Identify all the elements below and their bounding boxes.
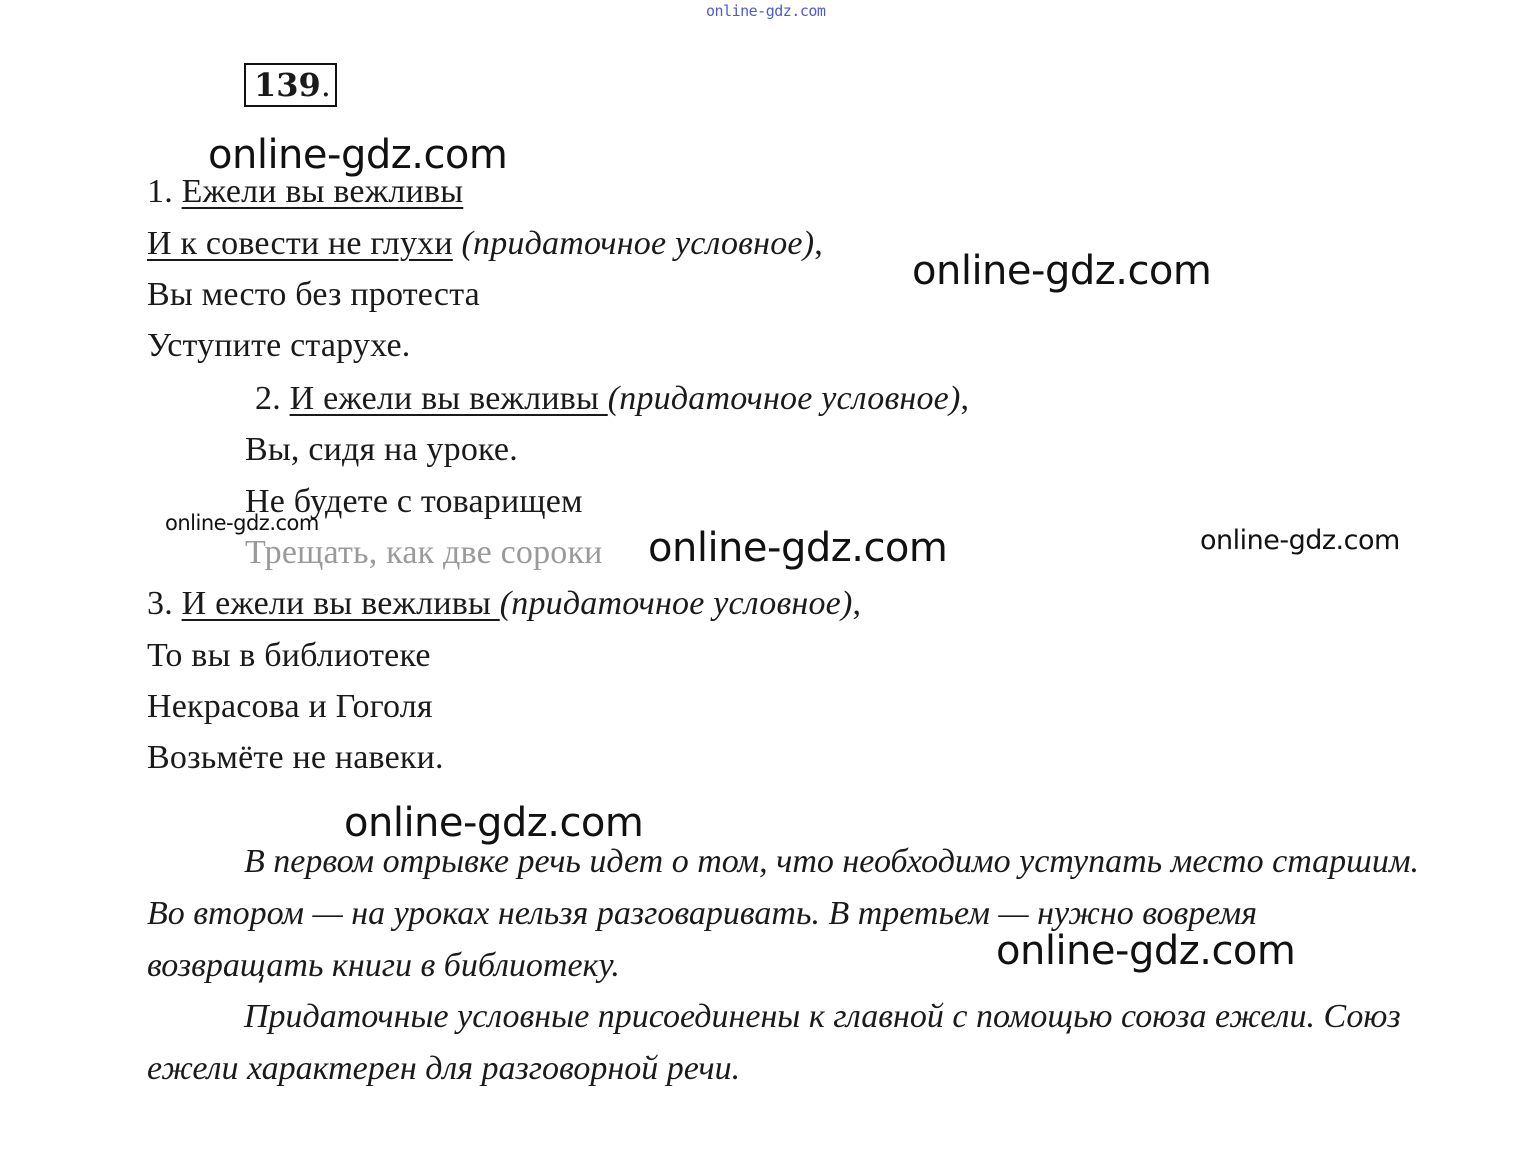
- stanza3-number: 3.: [147, 585, 182, 622]
- stanza2-note: (придаточное условное): [607, 380, 961, 417]
- stanza1-line4: Уступите старухе.: [147, 327, 411, 364]
- stanza3-note: (придаточное условное): [499, 585, 853, 622]
- watermark: online-gdz.com: [648, 525, 948, 571]
- watermark: online-gdz.com: [344, 800, 644, 846]
- watermark: online-gdz.com: [996, 928, 1296, 974]
- stanza3-line1: [147, 584, 861, 624]
- exercise-number-dot: .: [320, 66, 331, 104]
- stanza3-line4: Возьмёте не навеки.: [147, 739, 444, 776]
- stanza2-clause: И ежели вы вежливы: [289, 380, 608, 417]
- stanza2-line4: Трещать, как две сороки: [245, 534, 603, 571]
- stanza2-line2: Вы, сидя на уроке.: [245, 431, 518, 468]
- stanza1-number: 1.: [147, 173, 182, 210]
- stanza1-clause-part2: И к совести не глухи: [147, 225, 453, 262]
- watermark: online-gdz.com: [912, 248, 1212, 294]
- stanza1-line1: [147, 172, 463, 212]
- stanza3-clause: И ежели вы вежливы: [181, 585, 500, 622]
- stanza1-comma: ,: [814, 225, 823, 262]
- stanza1-clause-part1: Ежели вы вежливы: [181, 173, 464, 210]
- stanza2-number: 2.: [255, 380, 290, 417]
- exercise-number-value: 139: [254, 66, 321, 104]
- watermark: online-gdz.com: [208, 132, 508, 178]
- explanation-paragraph-2: Придаточные условные присоединены к главной с помощью союза ежели. Союз ежели характерен для разговорной речи.: [147, 998, 1401, 1087]
- stanza3-line2: То вы в библиотеке: [147, 637, 431, 674]
- stanza3-line3: Некрасова и Гоголя: [147, 688, 433, 725]
- stanza2-line1: [255, 379, 969, 419]
- stanza2-comma: ,: [960, 380, 970, 417]
- watermark-top: online-gdz.com: [706, 2, 826, 20]
- watermark: online-gdz.com: [1200, 525, 1400, 556]
- explanation-paragraph-1: В первом отрывке речь идет о том, что необходимо уступать место старшим. Во втором — на уроках нельзя разговаривать. В третьем — нужно вовремя возвращать книги в библиотеку.: [147, 843, 1420, 984]
- stanza3-comma: ,: [852, 585, 862, 622]
- watermark: online-gdz.com: [165, 511, 319, 535]
- exercise-number: [244, 63, 337, 107]
- stanza2-line3: Не будете с товарищем: [245, 483, 583, 520]
- stanza1-line3: Вы место без протеста: [147, 276, 480, 313]
- stanza1-line2: [147, 224, 823, 264]
- stanza1-note: (придаточное условное): [452, 225, 815, 262]
